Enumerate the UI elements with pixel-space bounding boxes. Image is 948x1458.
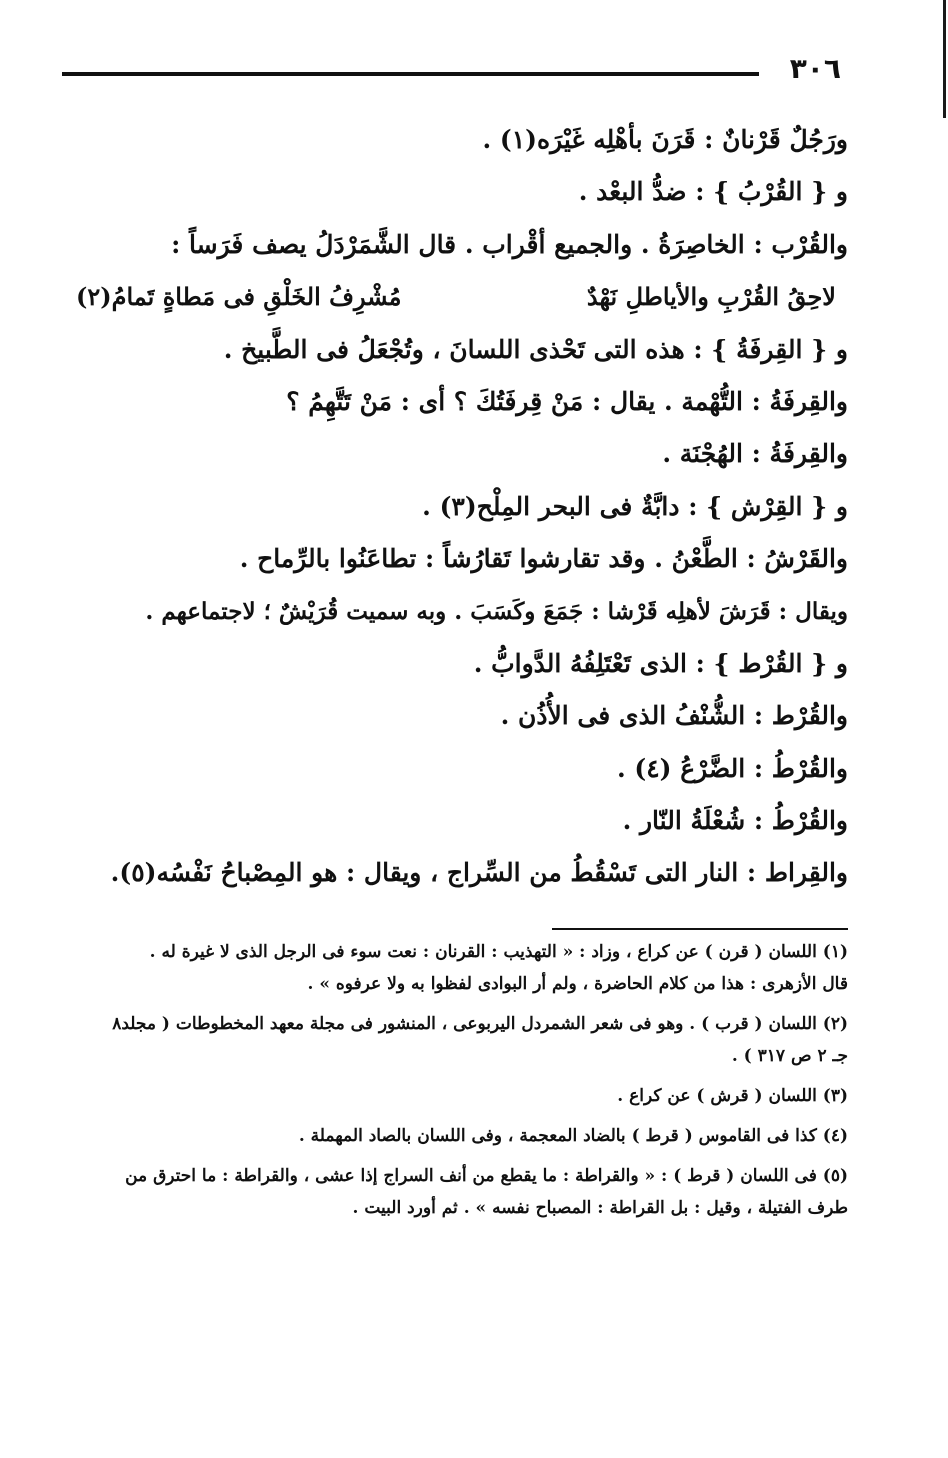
footnote-line: (١) اللسان ( قرن ) عن كراع ، وزاد : « التهذيب : القرنان : نعت سوء فى الرجل الذى لا غيرة له .	[149, 942, 848, 962]
verse-line	[70, 271, 848, 323]
entry-line: والقِرفَةُ : التُّهْمة . يقال : مَنْ قِرفَتُكَ ؟ أى : مَنْ تَتَّهِمُ ؟	[286, 386, 848, 416]
footnote-line: جـ ٢ ص ٣١٧ ) .	[731, 1046, 848, 1066]
entry-line: و { القُرْط } : الذى تَعْتَلِفُهُ الدَّوابُّ .	[473, 648, 848, 678]
page-header	[62, 50, 845, 90]
footnote-line: قال الأزهرى : هذا من كلام الحاضرة ، ولم أر البوادى لفظوا به ولا عرفوه » .	[307, 974, 848, 994]
footnote-line: طرف الفتيلة ، وقيل : بل القراطة : المصباح نفسه » . ثم أورد البيت .	[352, 1198, 848, 1218]
entry-line: و { القِرْش } : دابَّةٌ فى البحر المِلْح(٣) .	[422, 491, 848, 521]
entry-line: والقِراط : النار التى تَسْقُطُ من السِّراج ، ويقال : هو المِصْباحُ نَفْسُه(٥).	[110, 858, 848, 888]
entry-line: والقِرفَةُ : الهُجْنَة .	[662, 439, 848, 469]
entry-line: ويقال : قَرَشَ لأهلِه قَرْشا : جَمَعَ وكَسَبَ . وبه سميت قُرَيْشٌ ؛ لاجتماعهم .	[145, 597, 848, 625]
page-number: ٣٠٦	[789, 52, 841, 85]
footnote-line: (٥) فى اللسان ( قرط ) : « والقراطة : ما يقطع من أنف السراج إذا عشى ، والقراطة : ما احترق من	[125, 1166, 848, 1186]
verse-second-hemistich: مُشْرِفُ الخَلْقِ فى مَطاةٍ تَمامُ(٢)	[76, 282, 402, 312]
footnotes	[62, 936, 848, 1266]
footnote-separator	[552, 928, 848, 930]
footnote-line: (٣) اللسان ( قرش ) عن كراع .	[617, 1086, 848, 1106]
verse-first-hemistich: لاحِقُ القُرْبِ والأياطلِ نَهْدٌ	[586, 282, 836, 312]
footnote-line: (٢) اللسان ( قرب ) . وهو فى شعر الشمردل اليربوعى ، المنشور فى مجلة معهد المخطوطات ( مجلد٨	[112, 1014, 848, 1034]
page-edge-mark	[943, 0, 946, 118]
header-rule	[62, 72, 759, 76]
entry-line: والقُرْب : الخاصِرَةُ . والجميع أقْراب . قال الشَّمَرْدَلُ يصف فَرَساً :	[171, 229, 848, 259]
footnote-line: (٤) كذا فى القاموس ( قرط ) بالضاد المعجمة ، وفى اللسان بالصاد المهملة .	[298, 1126, 848, 1146]
entry-line: ورَجُلٌ قَرْنانٌ : قَرَنَ بأهْلِه غَيْرَه(١) .	[482, 125, 848, 154]
entry-line: والقَرْشُ : الطَّعْنُ . وقد تقارشوا تَقارُشاً : تطاعَنُوا بالرِّماح .	[239, 544, 848, 574]
entry-line: والقُرْطُ : شُعْلَةُ النّار .	[622, 806, 848, 836]
entry-line: والقُرْطُ : الضَّرْعُ (٤) .	[616, 753, 848, 783]
entry-line: و { القِرفَةُ } : هذه التى تَحْذى اللسانَ ، وتُجْعَلُ فى الطَّبيخ .	[223, 334, 848, 364]
entry-line: و { القُرْبُ } : ضدُّ البعْد .	[578, 177, 848, 207]
entry-line: والقُرْط : الشُّنْفُ الذى فى الأُذُن .	[500, 701, 848, 731]
main-text	[70, 114, 848, 900]
